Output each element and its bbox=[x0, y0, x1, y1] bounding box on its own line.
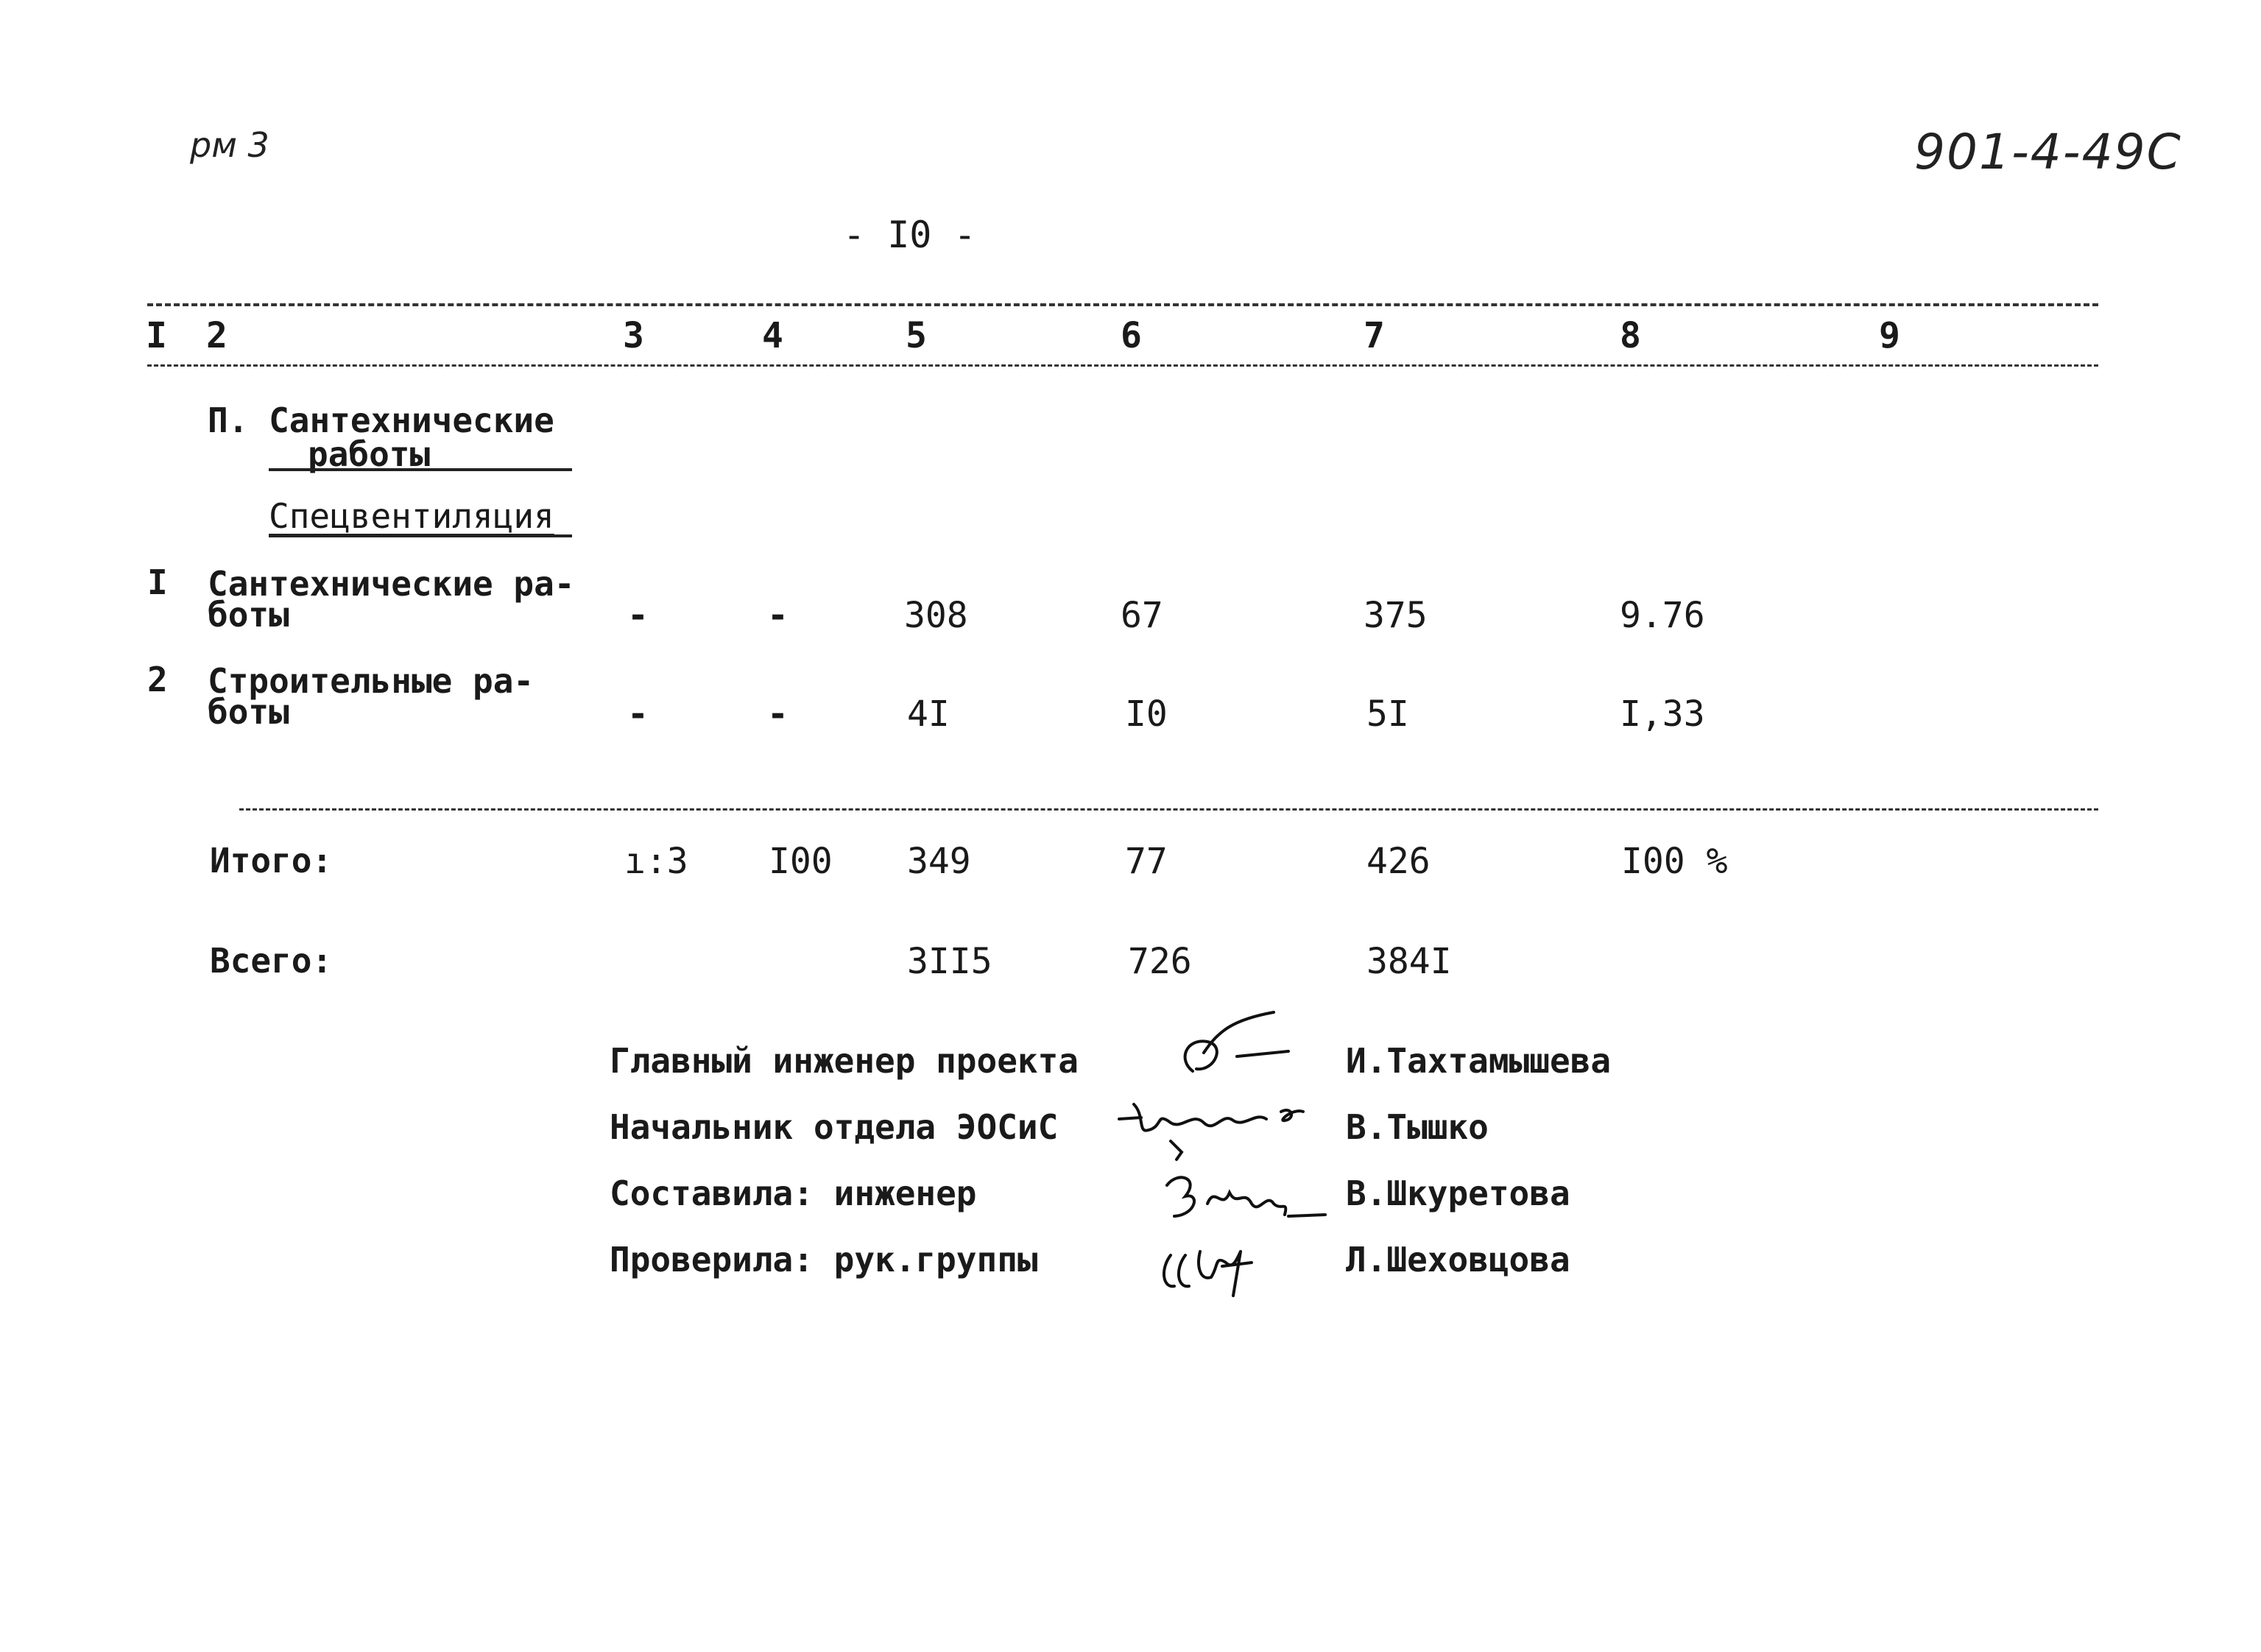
cell-col8: 9.76 bbox=[1620, 595, 1705, 636]
row-name-line1: Сантехнические ра- bbox=[208, 564, 575, 604]
signature-role: Составила: инженер bbox=[610, 1173, 977, 1213]
cell-col7: 375 bbox=[1364, 595, 1428, 636]
column-header-1: I bbox=[146, 315, 167, 356]
document-code: 901-4-49С bbox=[1914, 124, 2182, 180]
column-header-6: 6 bbox=[1121, 315, 1142, 356]
row-name-line1: Строительные ра- bbox=[208, 661, 535, 701]
signature-name: Л.Шеховцова bbox=[1346, 1240, 1570, 1279]
cell-col3: - bbox=[627, 595, 649, 636]
cell-col5: 308 bbox=[904, 595, 968, 636]
totals-col5: 349 bbox=[907, 841, 971, 882]
section-subtitle-underline bbox=[269, 534, 572, 537]
totals-col8: I00 % bbox=[1621, 841, 1728, 882]
signature-role: Проверила: рук.группы bbox=[610, 1240, 1038, 1279]
cell-col8: I,33 bbox=[1620, 693, 1705, 735]
totals-col3: ı:3 bbox=[624, 841, 688, 882]
signature-role: Главный инженер проекта bbox=[610, 1041, 1079, 1081]
cell-col6: 67 bbox=[1121, 595, 1163, 636]
column-header-5: 5 bbox=[906, 315, 927, 356]
totals-col7: 426 bbox=[1366, 841, 1431, 882]
handwritten-signature-1 bbox=[1163, 1001, 1311, 1082]
handwritten-signature-4 bbox=[1156, 1226, 1274, 1299]
page-number: - I0 - bbox=[843, 213, 976, 256]
totals-col6: 77 bbox=[1125, 841, 1168, 882]
cell-col6: I0 bbox=[1125, 693, 1168, 735]
cell-col4: - bbox=[767, 595, 789, 636]
column-header-9: 9 bbox=[1879, 315, 1900, 356]
column-header-8: 8 bbox=[1620, 315, 1641, 356]
header-bottom-rule bbox=[147, 364, 2098, 367]
signature-role: Начальник отдела ЭОСиС bbox=[610, 1107, 1059, 1147]
corner-note: рм 3 bbox=[190, 125, 269, 165]
row-number: 2 bbox=[147, 660, 168, 699]
column-header-7: 7 bbox=[1364, 315, 1385, 356]
cell-col3: - bbox=[627, 693, 649, 735]
grand-total-col7: 384I bbox=[1366, 941, 1452, 982]
totals-label: Итого: bbox=[210, 841, 333, 880]
totals-rule bbox=[239, 808, 2098, 811]
row-name-line2: боты bbox=[208, 692, 289, 732]
row-name-line2: боты bbox=[208, 595, 289, 635]
signature-name: И.Тахтамышева bbox=[1346, 1041, 1612, 1081]
column-header-4: 4 bbox=[762, 315, 783, 356]
signature-name: В.Шкуретова bbox=[1346, 1173, 1570, 1213]
grand-total-col6: 726 bbox=[1128, 941, 1192, 982]
section-title-line2: работы bbox=[308, 434, 431, 474]
row-number: I bbox=[147, 562, 168, 602]
totals-col4: I00 bbox=[769, 841, 833, 882]
cell-col5: 4I bbox=[907, 693, 950, 735]
grand-total-label: Всего: bbox=[210, 941, 333, 981]
header-top-rule bbox=[147, 303, 2098, 306]
cell-col7: 5I bbox=[1366, 693, 1409, 735]
section-title-underline bbox=[269, 468, 572, 471]
grand-total-col5: 3II5 bbox=[907, 941, 992, 982]
handwritten-signature-2 bbox=[1112, 1090, 1333, 1171]
handwritten-signature-3 bbox=[1156, 1163, 1333, 1229]
cell-col4: - bbox=[767, 693, 789, 735]
section-title-line1: П. Сантехнические bbox=[208, 400, 554, 440]
column-header-2: 2 bbox=[206, 315, 227, 356]
column-header-3: 3 bbox=[623, 315, 644, 356]
signature-name: В.Тышко bbox=[1346, 1107, 1489, 1147]
section-subtitle: Спецвентиляция bbox=[269, 496, 554, 536]
